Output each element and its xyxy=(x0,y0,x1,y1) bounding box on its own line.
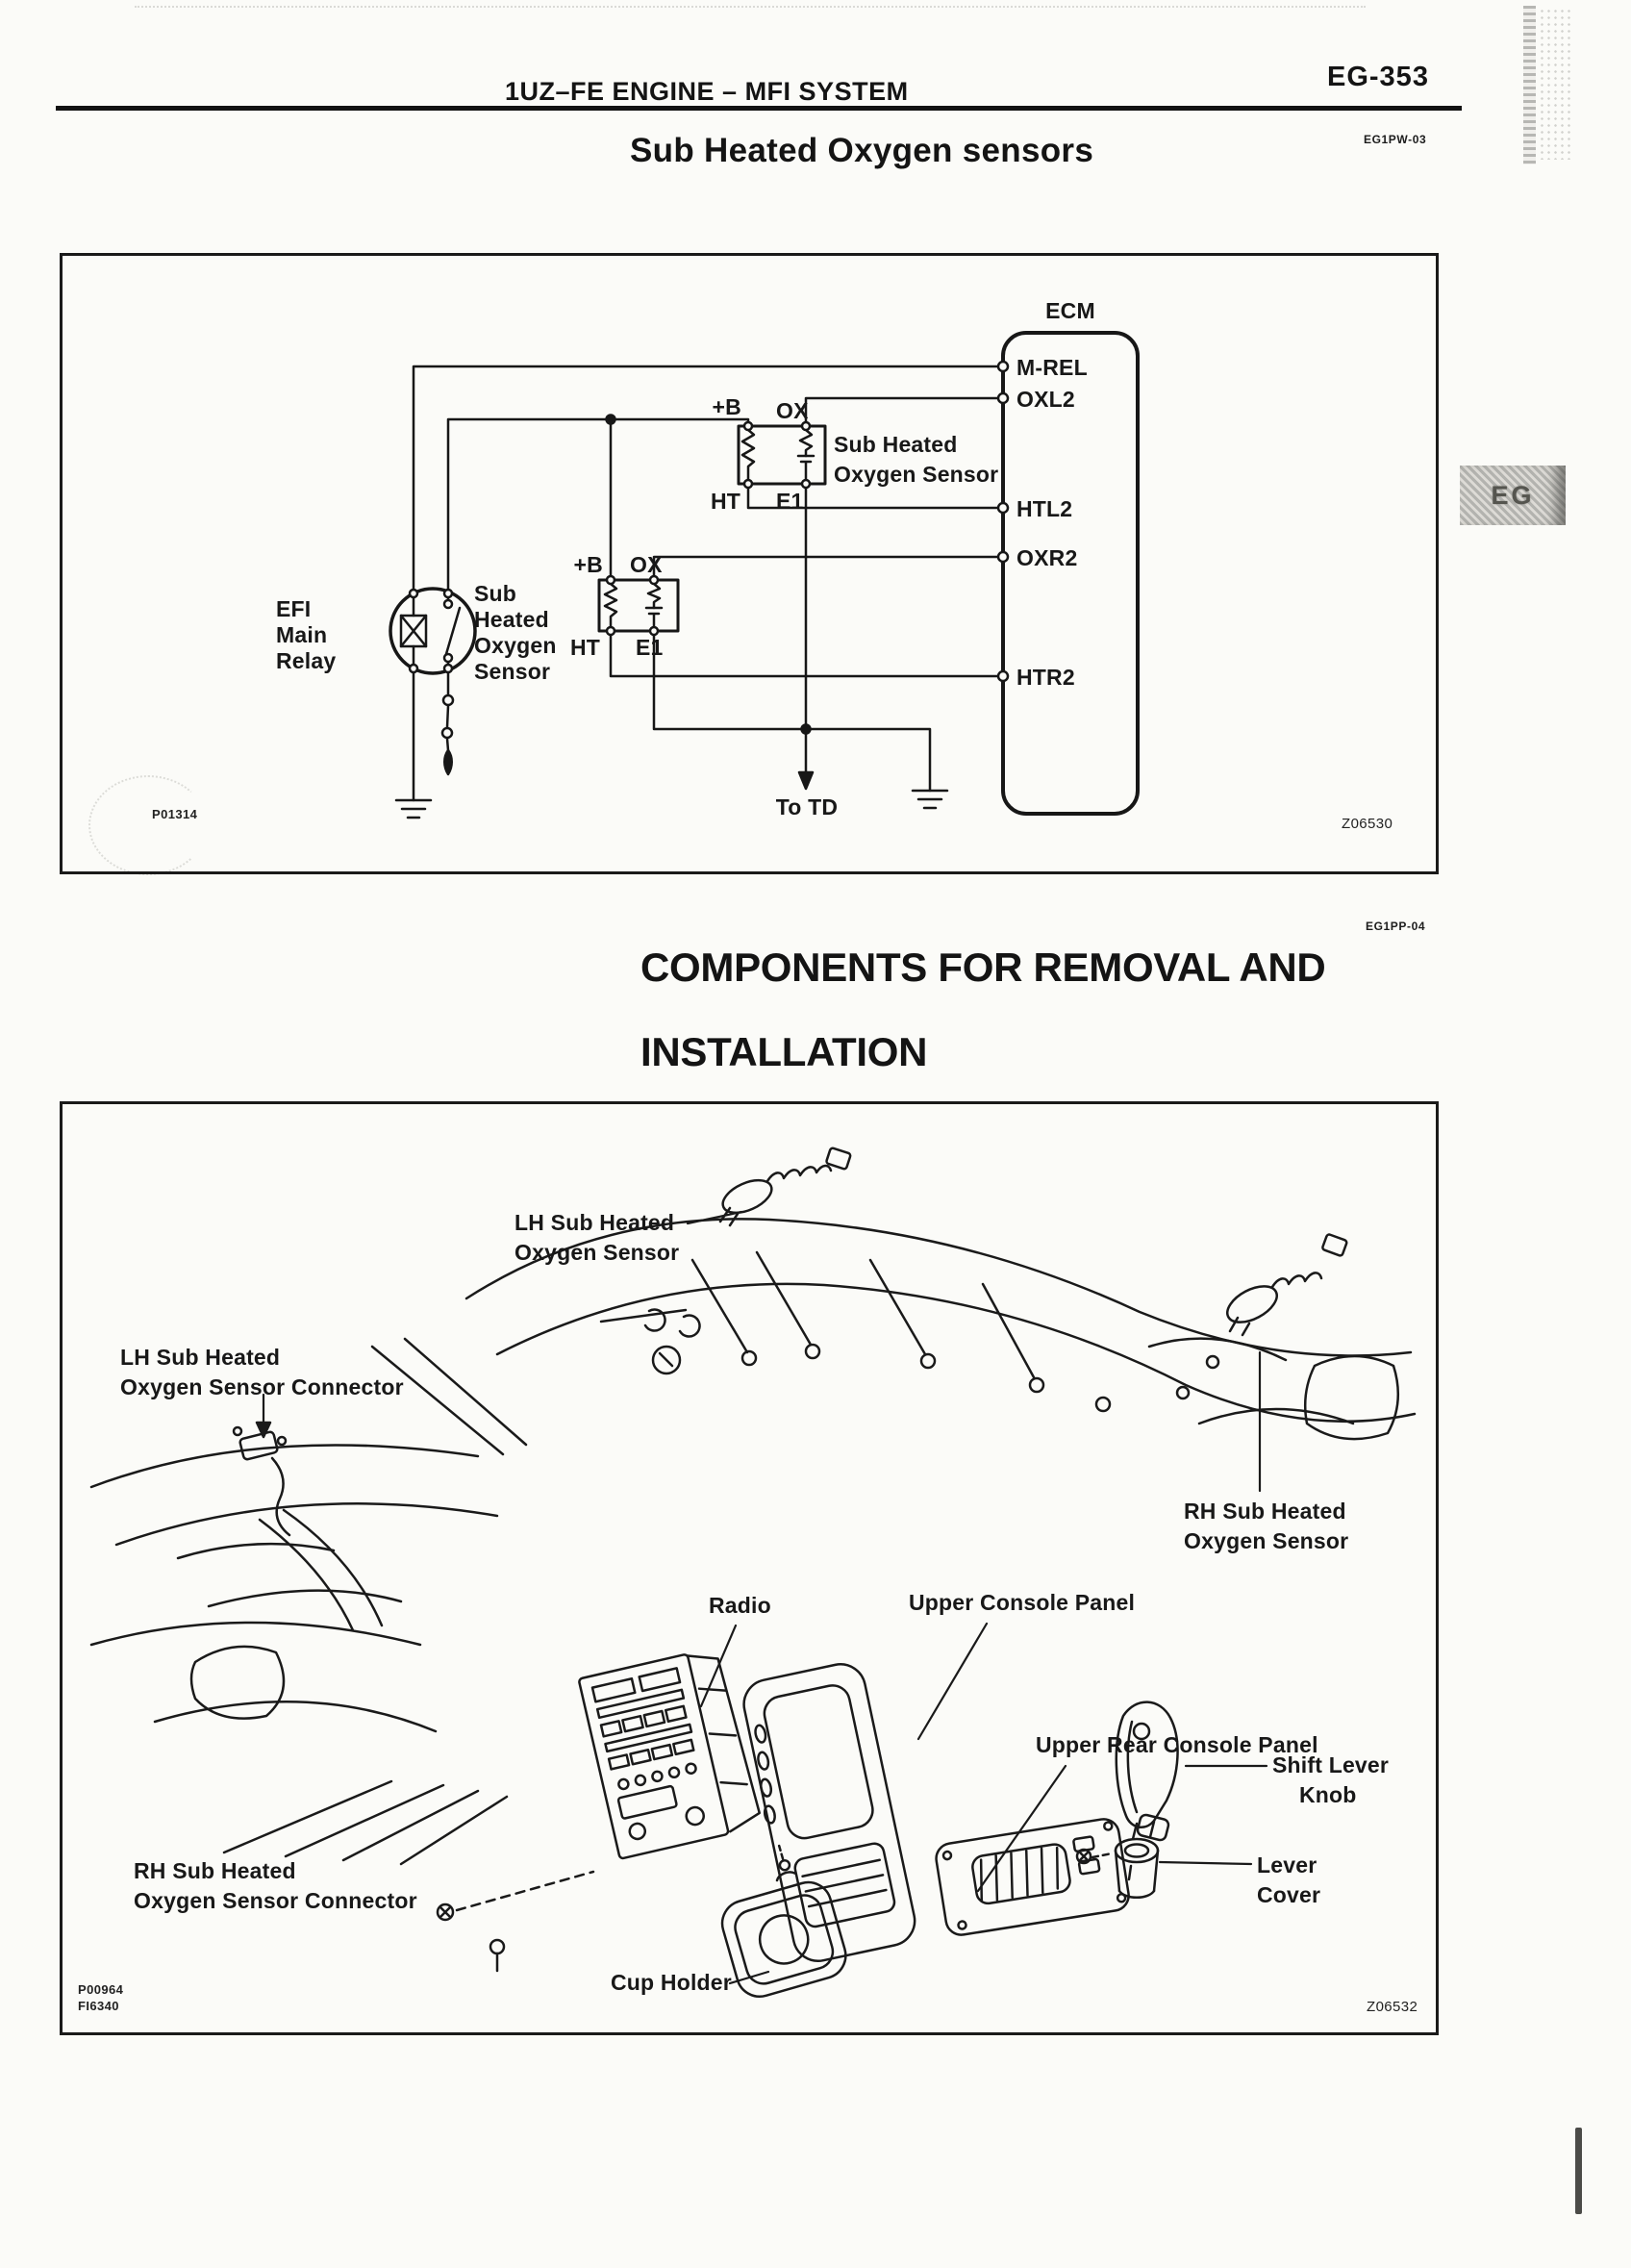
label-radio: Radio xyxy=(709,1593,771,1618)
section2-title-line1: COMPONENTS FOR REMOVAL AND xyxy=(640,945,1326,990)
shift-lever-knob-sketch xyxy=(1117,1702,1178,1842)
ground-symbol xyxy=(913,791,947,808)
section1-title: Sub Heated Oxygen sensors xyxy=(630,132,1094,169)
scan-noise-right-strip xyxy=(1523,6,1536,164)
upper-rear-console-panel-sketch xyxy=(934,1817,1131,1937)
label-lever-cover-line1: Lever xyxy=(1257,1852,1317,1877)
relay-label-line1: EFI xyxy=(276,596,312,621)
ground-symbol xyxy=(396,800,431,818)
section2-title-line2: INSTALLATION xyxy=(640,1029,928,1074)
label-lh-sensor-line2: Oxygen Sensor xyxy=(514,1240,680,1265)
dashboard-sketch xyxy=(91,1339,526,1864)
upper-sensor-terminal-e1: E1 xyxy=(776,489,804,514)
scan-noise-top xyxy=(135,6,1366,8)
rh-oxygen-sensor-sketch xyxy=(1177,1234,1347,1399)
label-rh-connector-line2: Oxygen Sensor Connector xyxy=(134,1888,417,1913)
junction-dot xyxy=(802,725,811,734)
section2-title xyxy=(640,925,1325,1095)
label-lever-cover xyxy=(1257,1851,1320,1910)
screw-icons xyxy=(438,1872,593,1971)
ecm-pin-label-m-rel: M-REL xyxy=(1016,355,1088,380)
relay-label-line2: Main xyxy=(276,622,328,647)
wiring-diagram-figure xyxy=(60,253,1439,874)
figure2-photo-code xyxy=(78,1981,123,2014)
figure1-photo-code: P01314 xyxy=(152,807,198,821)
upper-sensor-label xyxy=(834,430,998,490)
figure2-photo-code-line1: P00964 xyxy=(78,1982,124,1997)
lower-sensor-terminal-e1: E1 xyxy=(636,635,664,660)
lower-sensor-label-line1: Sub xyxy=(474,581,517,606)
label-rh-sensor-line1: RH Sub Heated xyxy=(1184,1499,1346,1524)
label-rh-sensor xyxy=(1184,1497,1348,1556)
ecm-pin-label-htl2: HTL2 xyxy=(1016,496,1073,521)
to-td-label: To TD xyxy=(775,794,839,819)
label-cup-holder: Cup Holder xyxy=(611,1970,732,1995)
page-number: EG-353 xyxy=(1327,62,1429,92)
figure1-drawing-code: Z06530 xyxy=(1342,816,1393,832)
upper-sensor-box xyxy=(739,422,825,488)
lower-sensor-terminal-ox: OX xyxy=(630,552,663,577)
section1-code: EG1PW-03 xyxy=(1364,133,1427,146)
label-lh-connector-line2: Oxygen Sensor Connector xyxy=(120,1374,404,1399)
upper-sensor-terminal-b: +B xyxy=(712,394,741,419)
label-shift-lever-knob-line2: Knob xyxy=(1299,1782,1357,1807)
label-upper-rear-console-panel: Upper Rear Console Panel xyxy=(1036,1732,1318,1757)
junction-dot xyxy=(607,416,615,424)
label-upper-console-panel: Upper Console Panel xyxy=(909,1590,1136,1615)
lower-sensor-label-line4: Sensor xyxy=(474,659,551,684)
lh-connector-sketch xyxy=(234,1427,289,1535)
label-lever-cover-line2: Cover xyxy=(1257,1882,1321,1907)
label-rh-connector-line1: RH Sub Heated xyxy=(134,1858,296,1883)
to-td-arrow xyxy=(799,772,813,789)
ecm-pin-label-htr2: HTR2 xyxy=(1016,665,1075,690)
lower-sensor-label xyxy=(474,581,557,685)
lower-sensor-terminal-b: +B xyxy=(573,552,603,577)
ecm-pin-label-oxl2: OXL2 xyxy=(1016,387,1075,412)
components-figure xyxy=(60,1101,1439,2035)
label-lh-sensor-line1: LH Sub Heated xyxy=(514,1210,675,1235)
relay-label-line3: Relay xyxy=(276,648,337,673)
ecm-pin-label-oxr2: OXR2 xyxy=(1016,545,1078,570)
wiring-diagram-art xyxy=(63,256,1436,871)
scan-noise-right-dots xyxy=(1539,8,1571,160)
lower-sensor-label-line3: Oxygen xyxy=(474,633,557,658)
lower-sensor-terminal-ht: HT xyxy=(570,635,601,660)
label-lh-sensor xyxy=(514,1208,679,1268)
page-header-title: 1UZ–FE ENGINE – MFI SYSTEM xyxy=(505,77,909,106)
efi-main-relay-symbol xyxy=(390,589,475,673)
upper-sensor-terminal-ox: OX xyxy=(776,398,809,423)
upper-sensor-label-line1: Sub Heated xyxy=(834,432,958,457)
lower-sensor-box xyxy=(599,576,678,635)
label-lh-connector xyxy=(120,1343,404,1402)
label-lh-connector-line1: LH Sub Heated xyxy=(120,1345,281,1370)
label-rh-sensor-line2: Oxygen Sensor xyxy=(1184,1528,1349,1553)
lever-cover-sketch xyxy=(1077,1839,1158,1898)
header-rule xyxy=(56,106,1462,111)
upper-console-panel-sketch xyxy=(738,1659,919,1966)
figure2-drawing-code: Z06532 xyxy=(1367,1999,1418,2015)
upper-sensor-terminal-ht: HT xyxy=(711,489,741,514)
label-shift-lever-knob xyxy=(1272,1751,1389,1810)
eg-side-tab-label: EG xyxy=(1491,480,1535,510)
ecm-label: ECM xyxy=(1045,298,1095,323)
scan-mark-bottom-right xyxy=(1575,2128,1582,2214)
label-shift-lever-knob-line1: Shift Lever xyxy=(1272,1752,1390,1777)
figure2-photo-code-line2: FI6340 xyxy=(78,1999,119,2013)
upper-sensor-label-line2: Oxygen Sensor xyxy=(834,462,999,487)
eg-side-tab xyxy=(1460,466,1566,525)
efi-main-relay-label xyxy=(276,596,351,674)
lower-sensor-label-line2: Heated xyxy=(474,607,549,632)
section2-code: EG1PP-04 xyxy=(1366,920,1426,933)
radio-sketch xyxy=(579,1646,763,1858)
label-rh-connector xyxy=(134,1856,417,1916)
